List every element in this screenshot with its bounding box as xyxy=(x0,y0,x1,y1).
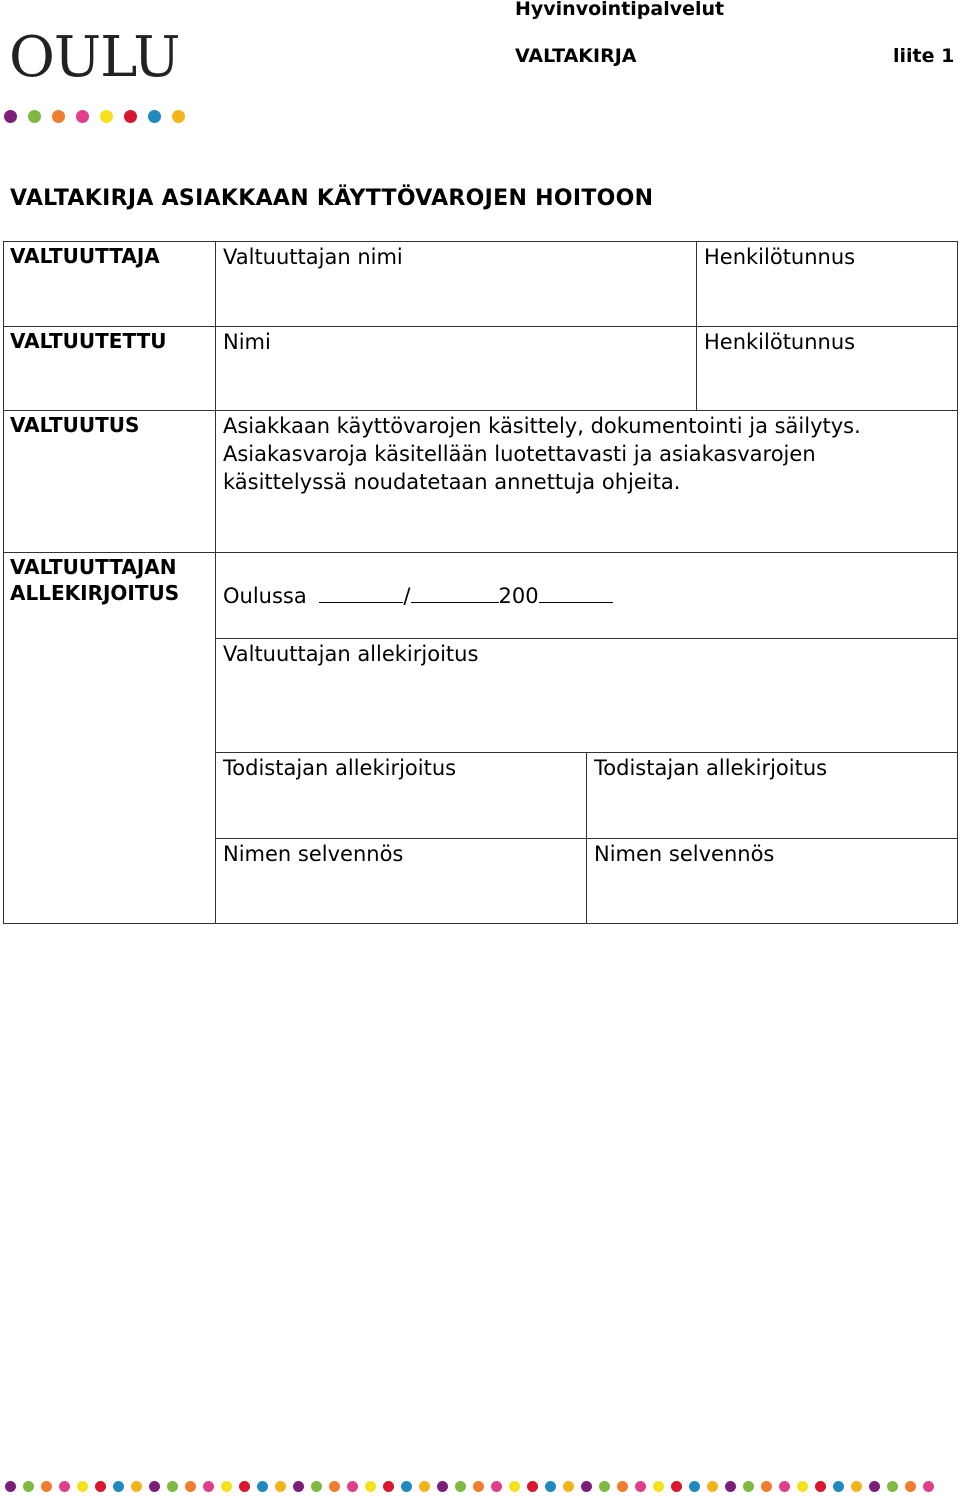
brand-dot xyxy=(4,110,17,123)
grantor-name-caption: Valtuuttajan nimi xyxy=(223,245,403,269)
footer-dot xyxy=(869,1481,880,1492)
footer-dot xyxy=(725,1481,736,1492)
witness-signature-caption-1: Todistajan allekirjoitus xyxy=(223,756,457,780)
place-text: Oulussa xyxy=(223,584,307,608)
footer-dot xyxy=(833,1481,844,1492)
brand-dot xyxy=(148,110,161,123)
authority-text-line1: Asiakkaan käyttövarojen käsittely, dokumentointi ja säilytys. xyxy=(223,414,861,438)
footer-dot xyxy=(59,1481,70,1492)
footer-dot xyxy=(581,1481,592,1492)
name-clarification-caption-1: Nimen selvennös xyxy=(223,842,404,866)
witness-signature-caption-2: Todistajan allekirjoitus xyxy=(594,756,828,780)
footer-dot xyxy=(383,1481,394,1492)
footer-dot xyxy=(617,1481,628,1492)
day-blank[interactable] xyxy=(319,582,403,603)
authority-text-line3: käsittelyssä noudatetaan annettuja ohjeita. xyxy=(223,470,681,494)
footer-dot xyxy=(455,1481,466,1492)
footer-dot xyxy=(167,1481,178,1492)
document-type: VALTAKIRJA xyxy=(515,45,637,67)
footer-dot xyxy=(23,1481,34,1492)
attorney-label: VALTUUTETTU xyxy=(10,329,167,353)
footer-dot xyxy=(347,1481,358,1492)
footer-dot xyxy=(887,1481,898,1492)
grantor-id-caption: Henkilötunnus xyxy=(704,245,856,269)
footer-dot xyxy=(689,1481,700,1492)
brand-dot xyxy=(172,110,185,123)
signature-label-cell xyxy=(3,552,216,924)
attorney-name-field[interactable] xyxy=(215,326,697,411)
brand-dot xyxy=(28,110,41,123)
year-prefix: 200 xyxy=(498,584,539,608)
footer-dot xyxy=(563,1481,574,1492)
brand-dot xyxy=(124,110,137,123)
footer-dot xyxy=(707,1481,718,1492)
brand-dot xyxy=(76,110,89,123)
footer-dot xyxy=(923,1481,934,1492)
footer-dot xyxy=(599,1481,610,1492)
footer-dot xyxy=(239,1481,250,1492)
footer-dot xyxy=(635,1481,646,1492)
logo-dots xyxy=(4,110,185,123)
footer-dot xyxy=(761,1481,772,1492)
date-separator: / xyxy=(403,584,411,608)
footer-dot xyxy=(671,1481,682,1492)
footer-dot xyxy=(779,1481,790,1492)
footer-dot xyxy=(401,1481,412,1492)
footer-dot xyxy=(509,1481,520,1492)
attorney-name-caption: Nimi xyxy=(223,330,271,354)
footer-dot xyxy=(293,1481,304,1492)
footer-dot xyxy=(815,1481,826,1492)
brand-dot xyxy=(52,110,65,123)
footer-dot xyxy=(527,1481,538,1492)
footer-dot xyxy=(275,1481,286,1492)
footer-dot xyxy=(653,1481,664,1492)
footer-dot-border xyxy=(5,1481,934,1492)
attorney-id-caption: Henkilötunnus xyxy=(704,330,856,354)
signature-label-line2: ALLEKIRJOITUS xyxy=(10,581,180,605)
footer-dot xyxy=(473,1481,484,1492)
footer-dot xyxy=(437,1481,448,1492)
footer-dot xyxy=(77,1481,88,1492)
oulu-logo: OULU xyxy=(9,25,180,90)
document-title: VALTAKIRJA ASIAKKAAN KÄYTTÖVAROJEN HOITOON xyxy=(10,186,654,211)
signature-label-line1: VALTUUTTAJAN xyxy=(10,555,177,579)
footer-dot xyxy=(329,1481,340,1492)
attachment-label: liite 1 xyxy=(893,45,955,67)
footer-dot xyxy=(905,1481,916,1492)
footer-dot xyxy=(149,1481,160,1492)
footer-dot xyxy=(257,1481,268,1492)
footer-dot xyxy=(41,1481,52,1492)
footer-dot xyxy=(419,1481,430,1492)
place-date-line xyxy=(223,582,613,610)
footer-dot xyxy=(221,1481,232,1492)
footer-dot xyxy=(851,1481,862,1492)
footer-dot xyxy=(743,1481,754,1492)
grantor-label: VALTUUTTAJA xyxy=(10,244,160,268)
grantor-signature-caption: Valtuuttajan allekirjoitus xyxy=(223,642,479,666)
footer-dot xyxy=(797,1481,808,1492)
footer-dot xyxy=(113,1481,124,1492)
footer-dot xyxy=(185,1481,196,1492)
name-clarification-caption-2: Nimen selvennös xyxy=(594,842,775,866)
footer-dot xyxy=(5,1481,16,1492)
footer-dot xyxy=(95,1481,106,1492)
footer-dot xyxy=(545,1481,556,1492)
footer-dot xyxy=(203,1481,214,1492)
footer-dot xyxy=(311,1481,322,1492)
footer-dot xyxy=(131,1481,142,1492)
department-name: Hyvinvointipalvelut xyxy=(515,0,725,20)
month-blank[interactable] xyxy=(411,582,499,603)
footer-dot xyxy=(491,1481,502,1492)
year-blank[interactable] xyxy=(539,582,613,603)
footer-dot xyxy=(365,1481,376,1492)
brand-dot xyxy=(100,110,113,123)
authority-label: VALTUUTUS xyxy=(10,413,140,437)
authority-text-line2: Asiakasvaroja käsitellään luotettavasti ja asiakasvarojen xyxy=(223,442,816,466)
